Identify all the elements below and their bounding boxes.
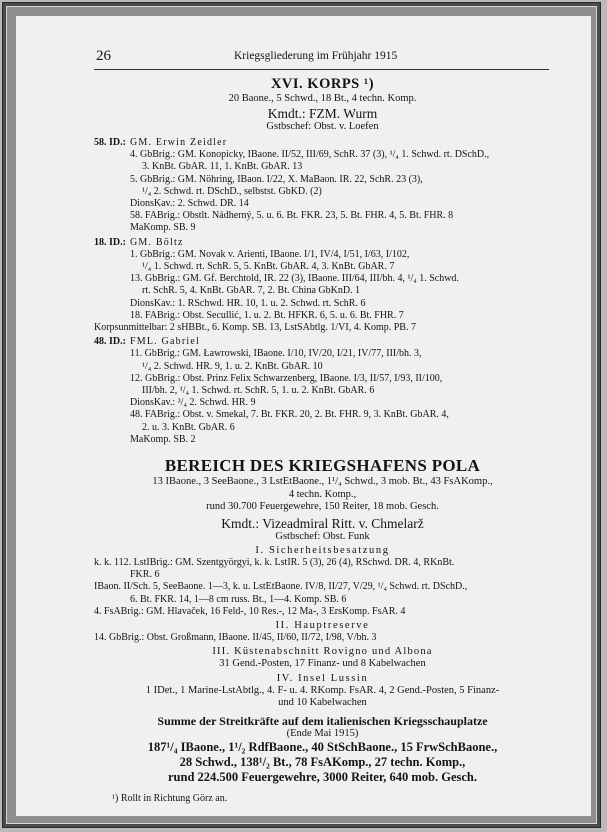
division-line: 18. FABrig.: Obst. Secullić, 1. u. 2. Bt. HFKR. 6, 5. u. 6. Bt. FHR. 7: [130, 309, 404, 321]
section-line: k. k. 112. LstIBrig.: GM. Szentgyörgyi, k. k. LstIR. 5 (3), 26 (4), RSchwd. DR. 4, RKnBt.: [94, 557, 455, 569]
section-line: IBaon. II/Sch. 5, SeeBaone. 1—3, k. u. LstEtBaone. IV/8, II/27, V/29, ¹/₄ Schwd. rt. DSchD.,: [94, 581, 468, 593]
summary-line-1: 187¹/₄ IBaone., 1¹/₂ RdfBaone., 40 StSchBaone., 15 FrwSchBaone.,: [147, 740, 498, 755]
bereich-strength-2: 4 techn. Komp.,: [288, 488, 357, 500]
section-kuestenabschnitt-title: III. Küstenabschnitt Rovigno und Albona: [212, 646, 433, 658]
korps-divisions: [94, 137, 554, 446]
division-line: DionsKav.: 2. Schwd. DR. 14: [130, 198, 249, 210]
division-line: 2. u. 3. KnBt. GbAR. 6: [142, 421, 235, 433]
division-line: rt. SchR. 5, 4. KnBt. GbAR. 7, 2. Bt. China GbKnD. 1: [142, 285, 361, 297]
division-line: ¹/₄ 2. Schwd. HR. 9, 1. u. 2. KnBt. GbAR. 10: [142, 360, 323, 372]
division-line: ¹/₄ 2. Schwd. rt. DSchD., selbstst. GbKD. (2): [142, 185, 322, 197]
summary-date: (Ende Mai 1915): [286, 727, 359, 739]
division-line: 5. GbBrig.: GM. Nöhring, IBaon. I/22, X. MaBaon. IR. 22, SchR. 23 (3),: [130, 173, 423, 185]
division-line: 11. GbBrig.: GM. Ławrowski, IBaone. I/10, IV/20, I/21, IV/77, III/bh. 3,: [130, 348, 422, 360]
division-number: 48. ID.:: [94, 336, 126, 348]
division-number: 18. ID.:: [94, 236, 126, 248]
division-line: III/bh. 2, ¹/₄ 1. Schwd. rt. SchR. 5, 1. u. 2. KnBt. GbAR. 6: [142, 385, 375, 397]
bereich-strength-1: 13 IBaone., 3 SeeBaone., 3 LstEtBaone., 1¹/₄ Schwd., 3 mob. Bt., 43 FsAKomp.,: [152, 476, 493, 488]
division-line: DionsKav.: ³/₄ 2. Schwd. HR. 9: [130, 397, 256, 409]
division-line: 13. GbBrig.: GM. Gf. Berchtold, IR. 22 (3), IBaone. III/64, III/bh. 4, ¹/₄ 1. Schwd.: [130, 273, 459, 285]
division-line: 48. FABrig.: Obst. v. Smekal, 7. Bt. FKR. 20, 2. Bt. FHR. 9, 3. KnBt. GbAR. 4,: [130, 409, 449, 421]
section-insel-lussin-line-2: und 10 Kabelwachen: [278, 697, 367, 709]
division-commander: FML. Gabriel: [130, 336, 200, 348]
summary-line-3: rund 224.500 Feuergewehre, 3000 Reiter, 640 mob. Gesch.: [168, 770, 477, 785]
division-line: ¹/₄ 1. Schwd. rt. SchR. 5, 5. KnBt. GbAR. 4, 3. KnBt. GbAR. 7: [142, 261, 395, 273]
korps-commander: Kmdt.: FZM. Wurm: [267, 105, 378, 121]
division-48-head: [94, 336, 554, 348]
division-line: 58. FABrig.: Obstlt. Nádherný, 5. u. 6. Bt. FKR. 23, 5. Bt. FHR. 4, 5. Bt. FHR. 8: [130, 210, 454, 222]
summary-line-2: 28 Schwd., 138¹/₂ Bt., 78 FsAKomp., 27 techn. Komp.,: [179, 755, 466, 770]
bereich-title: BEREICH DES KRIEGSHAFENS POLA: [164, 456, 481, 476]
bereich-strength-3: rund 30.700 Feuergewehre, 150 Reiter, 18 mob. Gesch.: [206, 501, 439, 513]
division-58-head: [94, 137, 554, 149]
korps-title: XVI. KORPS ¹): [270, 76, 375, 92]
division-58: [94, 137, 554, 235]
section-line: 14. GbBrig.: Obst. Großmann, IBaone. II/45, II/60, II/72, I/98, V/bh. 3: [94, 632, 377, 644]
division-line: MaKomp. SB. 2: [130, 433, 196, 445]
division-line: DionsKav.: 1. RSchwd. HR. 10, 1. u. 2. Schwd. rt. SchR. 6: [130, 297, 366, 309]
header-rule: [94, 69, 549, 70]
section-line: 4. FsABrig.: GM. Hlavaček, 16 Feld-, 10 Res.-, 12 Ma-, 3 ErsKomp. FsAR. 4: [94, 605, 406, 617]
division-commander: GM. Böltz: [130, 236, 184, 248]
division-line: 1. GbBrig.: GM. Novak v. Arienti, IBaone. I/1, IV/4, I/51, I/63, I/102,: [130, 248, 410, 260]
bereich-commander: Kmdt.: Vizeadmiral Ritt. v. Chmelarž: [221, 515, 424, 531]
bereich-chief-of-staff: Gstbschef: Obst. Funk: [275, 530, 370, 542]
section-insel-lussin-line-1: 1 IDet., 1 Marine-LstAbtlg., 4. F- u. 4. RKomp. FsAR. 4, 2 Gend.-Posten, 5 Finanz-: [145, 684, 500, 696]
section-kuestenabschnitt-line: 31 Gend.-Posten, 17 Finanz- und 8 Kabelwachen: [219, 658, 426, 670]
page-header: [74, 48, 571, 66]
korps-chief-of-staff: Gstbschef: Obst. v. Loefen: [266, 120, 379, 132]
division-number: 58. ID.:: [94, 137, 126, 148]
section-hauptreserve: [94, 632, 554, 644]
page-number: 26: [96, 48, 111, 64]
section-sicherheitsbesatzung: [94, 557, 554, 618]
section-sicherheitsbesatzung-title: I. Sicherheitsbesatzung: [255, 545, 390, 557]
division-18-head: [94, 237, 554, 249]
korps-direct-units: Korpsunmittelbar: 2 sHBBt., 6. Komp. SB. 13, LstSAbtlg. 1/VI, 4. Komp. PB. 7: [94, 322, 416, 334]
division-line: MaKomp. SB. 9: [130, 222, 196, 234]
division-commander: GM. Erwin Zeidler: [130, 137, 228, 148]
running-title: Kriegsgliederung im Frühjahr 1915: [234, 50, 398, 62]
section-line: FKR. 6: [130, 569, 160, 581]
section-hauptreserve-title: II. Hauptreserve: [275, 620, 370, 632]
book-page: [16, 16, 591, 816]
section-insel-lussin-title: IV. Insel Lussin: [276, 672, 369, 684]
division-18: [94, 237, 554, 335]
division-48: [94, 336, 554, 446]
footnote: ¹) Rollt in Richtung Görz an.: [112, 793, 228, 805]
division-line: 4. GbBrig.: GM. Konopicky, IBaone. II/52, III/69, SchR. 37 (3), ¹/₄ 1. Schwd. rt. DSchD.,: [130, 149, 490, 161]
division-line: 12. GbBrig.: Obst. Prinz Felix Schwarzenberg, IBaone. I/3, II/57, I/93, II/100,: [130, 372, 443, 384]
summary-title: Summe der Streitkräfte auf dem italienischen Kriegsschauplatze: [157, 713, 488, 728]
korps-strength: 20 Baone., 5 Schwd., 18 Bt., 4 techn. Komp.: [228, 93, 417, 104]
division-line: 3. KnBt. GbAR. 11, 1. KnBt. GbAR. 13: [142, 161, 303, 173]
section-line: 6. Bt. FKR. 14, 1—8 cm russ. Bt., 1—4. Komp. SB. 6: [130, 593, 347, 605]
